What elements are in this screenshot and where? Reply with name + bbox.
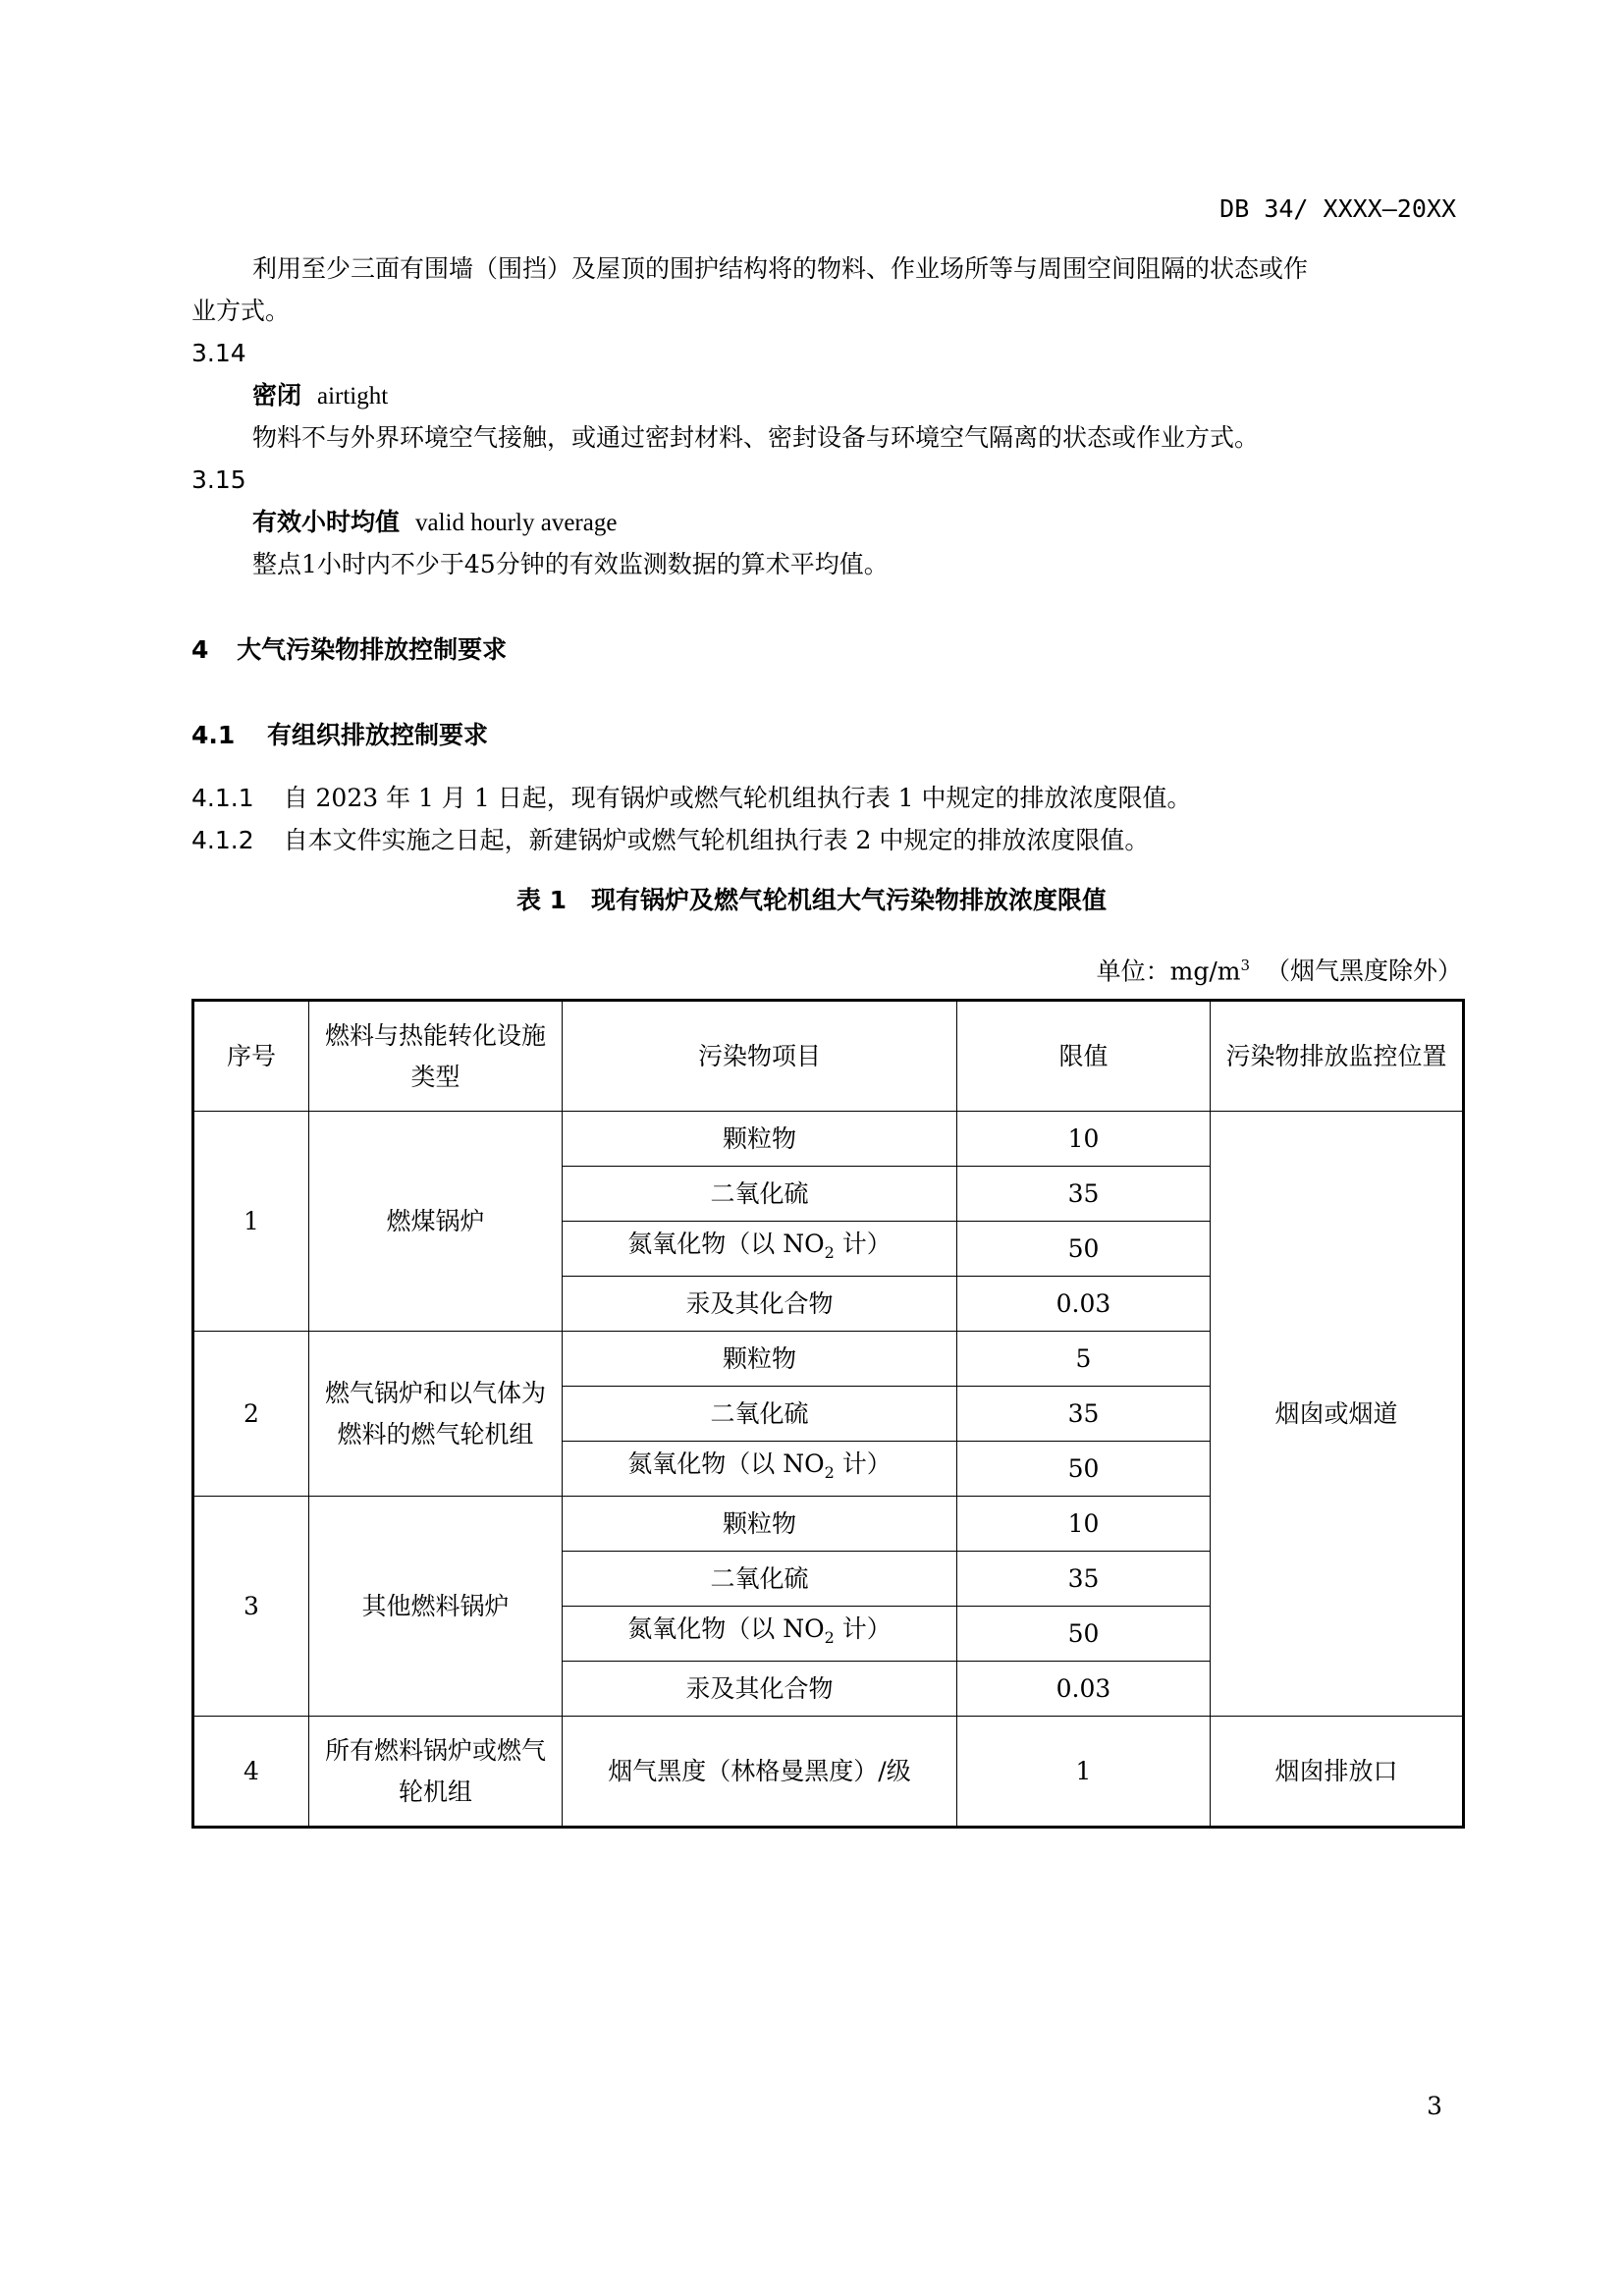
seq-cell: 2 [193,1332,309,1497]
pollutant-cell: 颗粒物 [563,1332,957,1387]
pollutant-cell: 二氧化硫 [563,1387,957,1442]
table-row [193,1112,1464,1167]
clause-3-14-term [252,383,388,409]
clause-3-15-definition: 整点1小时内不少于45分钟的有效监测数据的算术平均值。 [252,550,889,578]
clause-3-14-number: 3.14 [191,339,246,367]
section-4-heading [191,637,507,662]
section-number: 4 [191,635,209,664]
table-1 [191,999,1465,1829]
unit-prefix: 单位：mg/m [1096,957,1241,986]
clause-number: 4.1.1 [191,784,254,812]
clause-3-13-definition-tail: 业方式。 [191,297,291,325]
clause-3-13-definition: 利用至少三面有围墙（围挡）及屋顶的围护结构将的物料、作业场所等与周围空间阻隔的状态或作 [252,254,1309,283]
pollutant-cell: 二氧化硫 [563,1167,957,1222]
header-monitor: 污染物排放监控位置 [1211,1001,1464,1112]
pollutant-cell: 氮氧化物（以 $NO_2$ 计） [563,1442,957,1497]
limit-cell: 50 [957,1607,1211,1662]
seq-cell: 3 [193,1497,309,1717]
term-zh: 密闭 [252,381,302,410]
limit-cell: 50 [957,1442,1211,1497]
clause-text: 自本文件实施之日起，新建锅炉或燃气轮机组执行表 2 中规定的排放浓度限值。 [283,826,1150,854]
clause-3-15-number: 3.15 [191,465,246,494]
clause-4-1-2 [191,828,1149,852]
type-cell: 所有燃料锅炉或燃气轮机组 [309,1717,563,1828]
pollutant-cell: 汞及其化合物 [563,1277,957,1332]
section-number: 4.1 [191,721,236,749]
clause-4-1-1 [191,786,1192,810]
limit-cell: 1 [957,1717,1211,1828]
clause-3-14-definition: 物料不与外界环境空气接触，或通过密封材料、密封设备与环境空气隔离的状态或作业方式。 [252,423,1260,452]
pollutant-cell: 二氧化硫 [563,1552,957,1607]
table-row [193,1717,1464,1828]
limit-cell: 5 [957,1332,1211,1387]
term-en: airtight [316,383,389,410]
table-1-caption: 表 1 现有锅炉及燃气轮机组大气污染物排放浓度限值 [515,886,1108,914]
page-number: 3 [1427,2092,1442,2120]
pollutant-cell: 颗粒物 [563,1497,957,1552]
pollutant-cell: 烟气黑度（林格曼黑度）/级 [563,1717,957,1828]
header-seq: 序号 [193,1001,309,1112]
header-pollutant: 污染物项目 [563,1001,957,1112]
table-1-unit [1096,957,1462,986]
limit-cell: 0.03 [957,1662,1211,1717]
clause-text: 自 2023 年 1 月 1 日起，现有锅炉或燃气轮机组执行表 1 中规定的排放浓度限值。 [283,784,1192,812]
clause-number: 4.1.2 [191,826,254,854]
clause-3-15-term [252,510,617,535]
type-cell: 燃煤锅炉 [309,1112,563,1332]
limit-cell: 50 [957,1222,1211,1277]
seq-cell: 1 [193,1112,309,1332]
pollutant-cell: 汞及其化合物 [563,1662,957,1717]
unit-sup: 3 [1240,957,1251,974]
doc-code: DB 34/ XXXX—20XX [1219,194,1456,223]
header-limit: 限值 [957,1001,1211,1112]
monitor-cell: 烟囱或烟道 [1211,1112,1464,1717]
pollutant-cell: 氮氧化物（以 $NO_2$ 计） [563,1222,957,1277]
unit-suffix: （烟气黑度除外） [1265,957,1462,986]
limit-cell: 35 [957,1552,1211,1607]
term-en: valid hourly average [414,510,618,536]
pollutant-cell: 颗粒物 [563,1112,957,1167]
header-type: 燃料与热能转化设施类型 [309,1001,563,1112]
limit-cell: 35 [957,1167,1211,1222]
section-4-1-heading [191,723,488,747]
monitor-cell: 烟囱排放口 [1211,1717,1464,1828]
type-cell: 燃气锅炉和以气体为燃料的燃气轮机组 [309,1332,563,1497]
section-title: 有组织排放控制要求 [267,721,489,749]
table-header-row [193,1001,1464,1112]
seq-cell: 4 [193,1717,309,1828]
limit-cell: 10 [957,1497,1211,1552]
limit-cell: 35 [957,1387,1211,1442]
limit-cell: 10 [957,1112,1211,1167]
term-zh: 有效小时均值 [252,508,401,536]
limit-cell: 0.03 [957,1277,1211,1332]
pollutant-cell: 氮氧化物（以 $NO_2$ 计） [563,1607,957,1662]
section-title: 大气污染物排放控制要求 [237,635,508,664]
type-cell: 其他燃料锅炉 [309,1497,563,1717]
